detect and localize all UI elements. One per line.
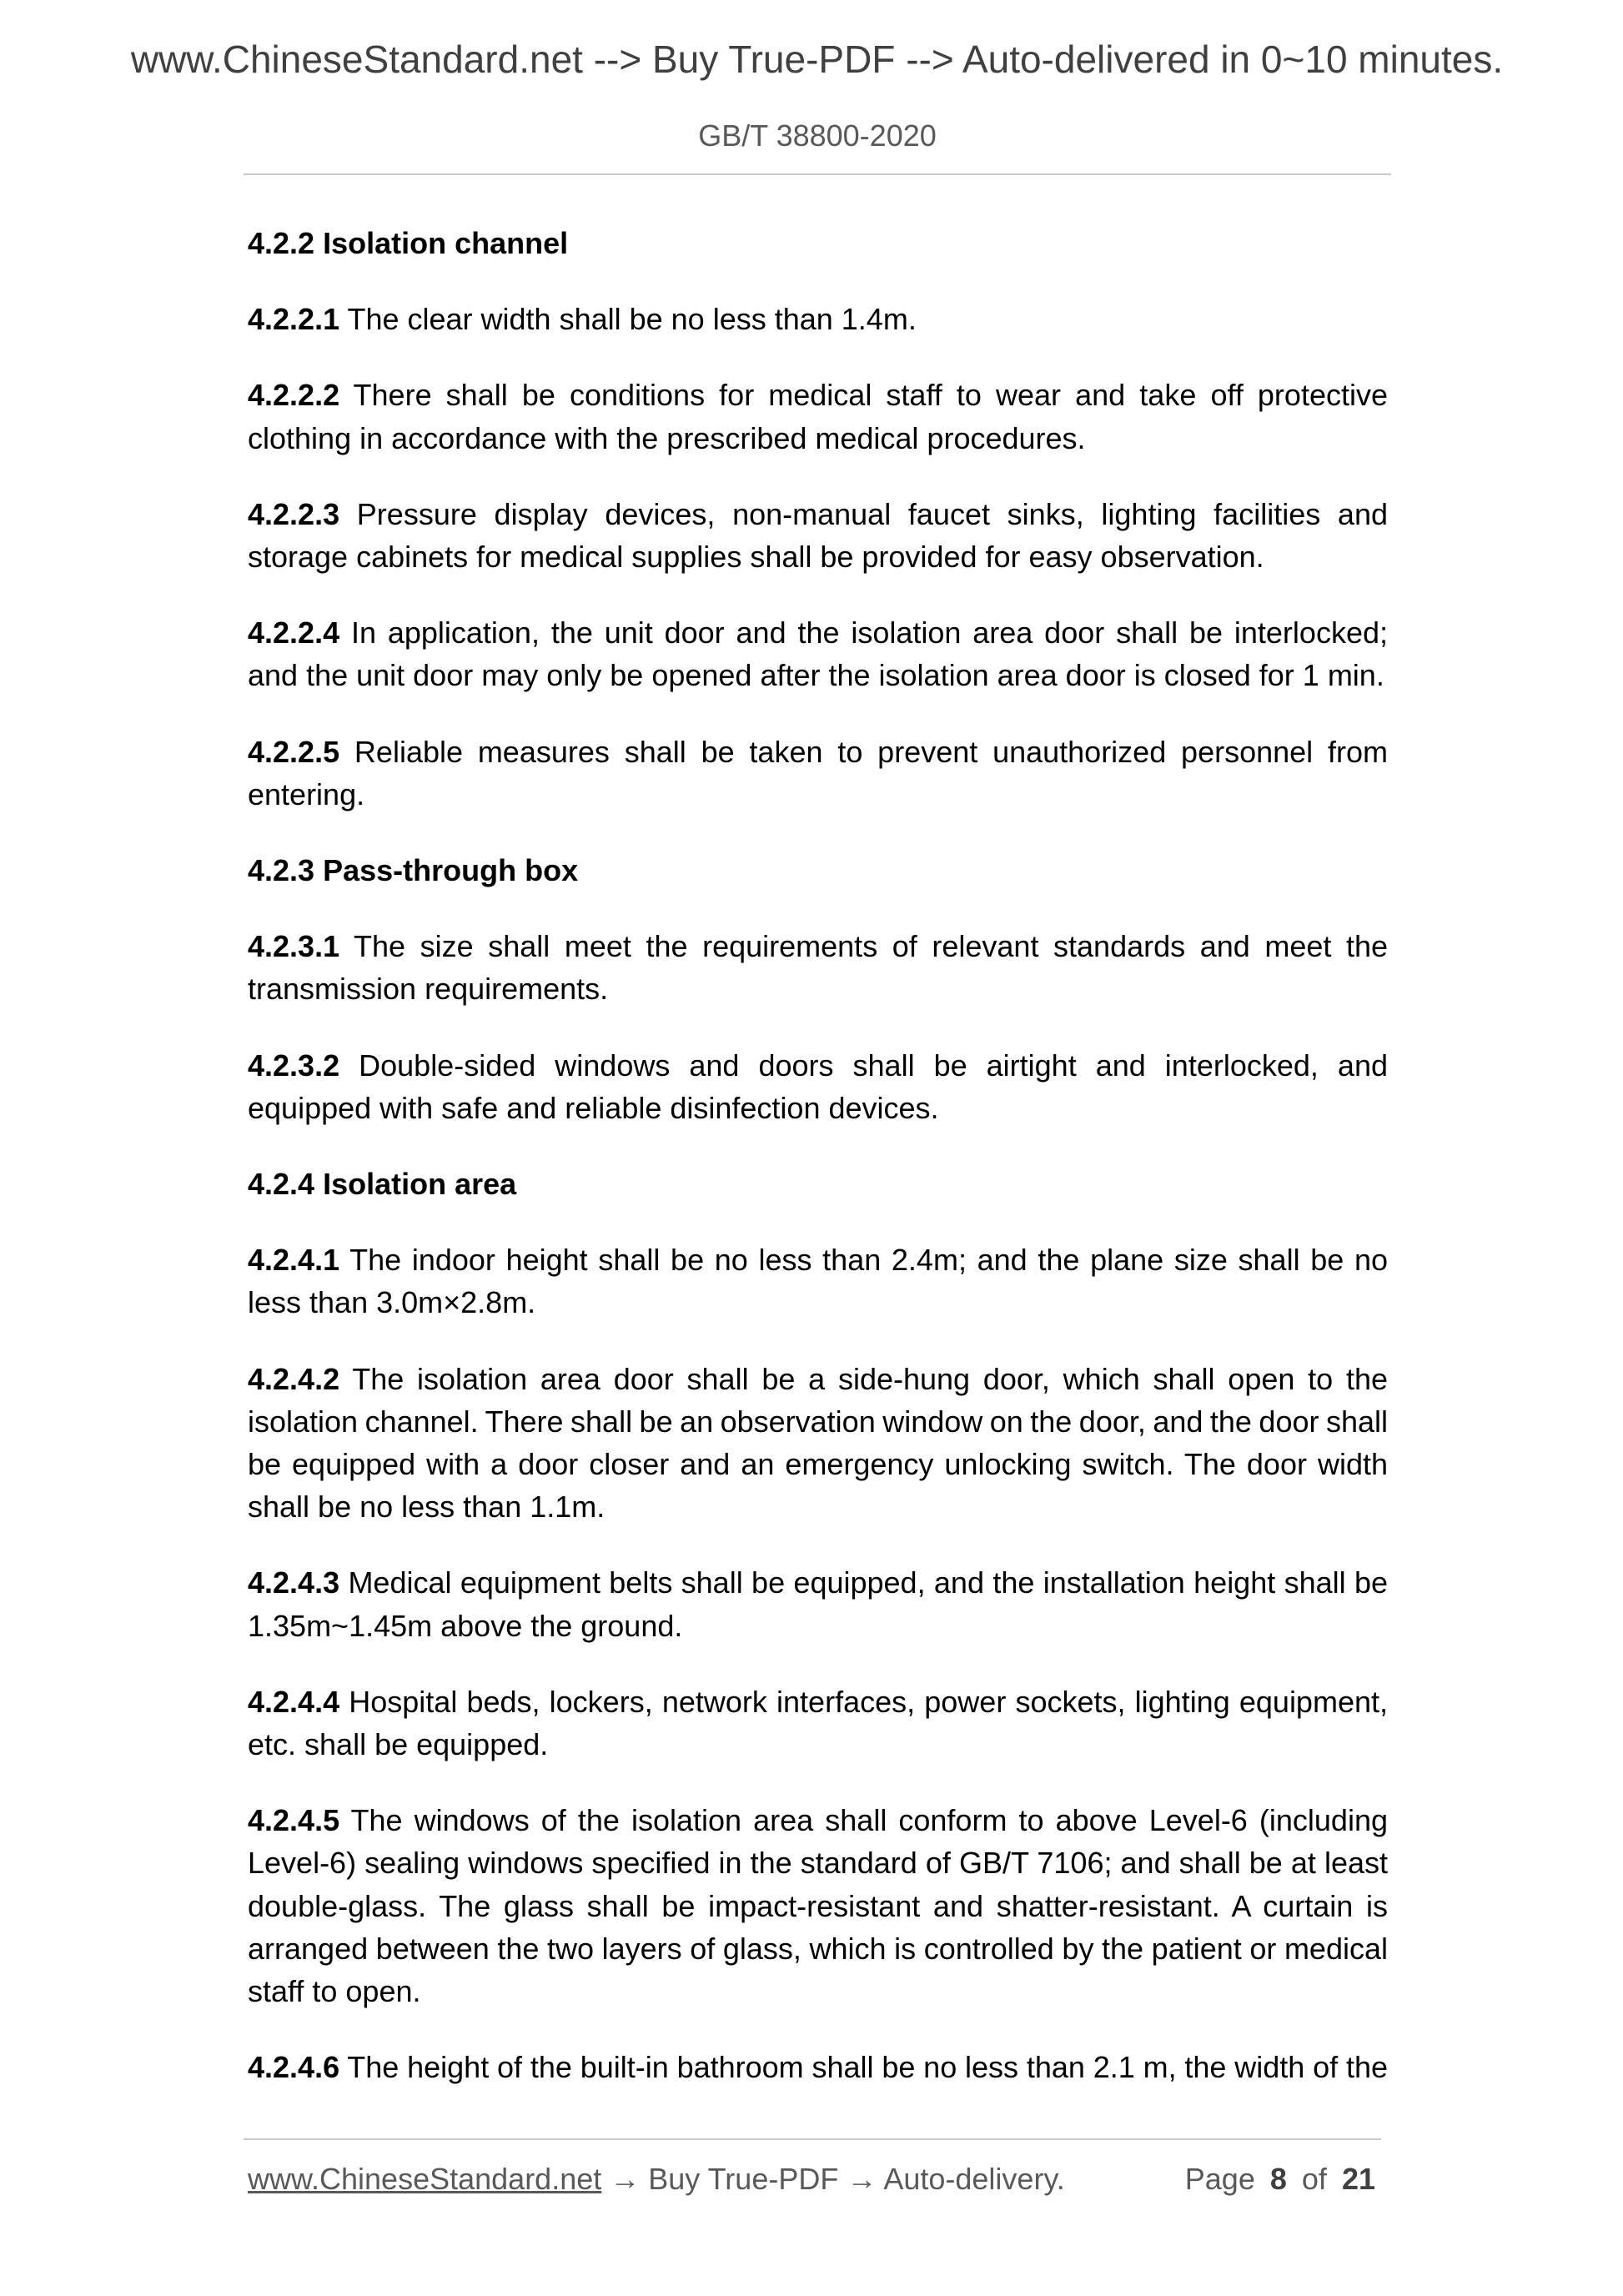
- clause-number: 4.2.4.3: [248, 1565, 340, 1600]
- clause-line: [248, 925, 1388, 967]
- clause-number: 4.2.2.1: [248, 302, 340, 337]
- clause-text: The height of the built-in bathroom shall be no less than 2.1 m, the width of the: [347, 2050, 1388, 2085]
- clause-4-2-3-2: [248, 1044, 1388, 1129]
- clause-line: Level-6) sealing windows specified in the standard of GB/T 7106; and shall be at least: [248, 1846, 1388, 1881]
- clause-4-2-2-3: [248, 493, 1388, 578]
- clause-line: isolation channel. There shall be an observation window on the door, and the door shall: [248, 1404, 1388, 1439]
- clause-line: [248, 493, 1388, 535]
- clause-number: 4.2.3: [248, 853, 315, 888]
- clause-number: 4.2.4.5: [248, 1803, 340, 1838]
- clause-text: Reliable measures shall be taken to prevent unauthorized personnel from: [354, 734, 1388, 769]
- clause-4-2-2-1: [248, 298, 1388, 340]
- header-divider: [244, 173, 1391, 175]
- clause-line: staff to open.: [248, 1974, 421, 2009]
- section-heading-4-2-3: [248, 849, 1388, 892]
- clause-text: Medical equipment belts shall be equipped, and the installation height shall be: [348, 1565, 1388, 1600]
- clause-4-2-4-4: [248, 1681, 1388, 1766]
- clause-line: double-glass. The glass shall be impact-resistant and shatter-resistant. A curtain is: [248, 1888, 1388, 1923]
- clause-text: Hospital beds, lockers, network interfaces, power sockets, lighting equipment,: [349, 1684, 1388, 1719]
- page-total: 21: [1341, 2162, 1375, 2196]
- clause-line: equipped with safe and reliable disinfection devices.: [248, 1090, 939, 1125]
- clause-line: [248, 731, 1388, 773]
- clause-number: 4.2.4.2: [248, 1361, 340, 1396]
- clause-line: entering.: [248, 776, 365, 811]
- footer-tagline: → Buy True-PDF → Auto-delivery.: [610, 2162, 1065, 2196]
- clause-number: 4.2.2.4: [248, 615, 340, 651]
- clause-line: [248, 1044, 1388, 1087]
- clause-line: be equipped with a door closer and an emergency unlocking switch. The door width: [248, 1447, 1388, 1482]
- clause-4-2-4-1: [248, 1238, 1388, 1324]
- clause-line: 1.35m~1.45m above the ground.: [248, 1608, 683, 1643]
- clause-text: The indoor height shall be no less than 2.4m; and the plane size shall be no: [349, 1243, 1388, 1278]
- clause-line: storage cabinets for medical supplies shall be provided for easy observation.: [248, 540, 1264, 575]
- document-body: [248, 222, 1388, 2123]
- clause-text: The windows of the isolation area shall conform to above Level-6 (including: [350, 1803, 1388, 1838]
- clause-line: [248, 298, 1388, 340]
- clause-number: 4.2.2.3: [248, 496, 340, 531]
- clause-line: transmission requirements.: [248, 972, 609, 1007]
- heading-line: [248, 1163, 1388, 1205]
- site-link[interactable]: www.ChineseStandard.net: [248, 2162, 602, 2196]
- clause-text: In application, the unit door and the isolation area door shall be interlocked;: [350, 615, 1388, 651]
- clause-line: clothing in accordance with the prescribed medical procedures.: [248, 420, 1086, 455]
- clause-4-2-4-6: [248, 2046, 1388, 2088]
- clause-number: 4.2.4: [248, 1167, 315, 1202]
- clause-line: [248, 374, 1388, 416]
- clause-line: [248, 2046, 1388, 2088]
- footer-promo: [248, 2161, 1065, 2198]
- standard-code-header: GB/T 38800-2020: [698, 118, 937, 153]
- clause-number: 4.2.2.2: [248, 378, 340, 413]
- clause-number: 4.2.3.2: [248, 1048, 340, 1083]
- clause-line: [248, 611, 1388, 654]
- clause-line: less than 3.0m×2.8m.: [248, 1285, 536, 1320]
- clause-4-2-4-3: [248, 1561, 1388, 1646]
- clause-text: The isolation area door shall be a side-hung door, which shall open to the: [352, 1361, 1388, 1396]
- heading-line: [248, 222, 1388, 264]
- clause-4-2-4-5: [248, 1799, 1388, 2012]
- clause-number: 4.2.4.6: [248, 2050, 340, 2085]
- clause-4-2-2-4: [248, 611, 1388, 696]
- clause-text: The clear width shall be no less than 1.4m.: [347, 302, 917, 337]
- clause-4-2-3-1: [248, 925, 1388, 1010]
- clause-line: [248, 1358, 1388, 1400]
- page-current: 8: [1269, 2162, 1287, 2196]
- clause-number: 4.2.4.4: [248, 1684, 340, 1719]
- section-heading-4-2-2: [248, 222, 1388, 264]
- clause-number: 4.2.4.1: [248, 1243, 340, 1278]
- clause-number: 4.2.3.1: [248, 929, 340, 964]
- page-label: Page: [1184, 2162, 1255, 2196]
- site-banner: www.ChineseStandard.net --> Buy True-PDF --> Auto-delivered in 0~10 minutes.: [130, 38, 1504, 81]
- heading-title: Isolation area: [323, 1167, 517, 1202]
- footer-divider: [244, 2138, 1381, 2140]
- clause-line: [248, 1238, 1388, 1281]
- clause-text: Double-sided windows and doors shall be airtight and interlocked, and: [359, 1048, 1388, 1083]
- clause-line: [248, 1561, 1388, 1604]
- page-indicator: [1185, 2161, 1375, 2198]
- clause-text: The size shall meet the requirements of relevant standards and meet the: [354, 929, 1388, 964]
- clause-line: [248, 1681, 1388, 1723]
- clause-line: arranged between the two layers of glass, which is controlled by the patient or medical: [248, 1931, 1388, 1966]
- clause-text: There shall be conditions for medical staff to wear and take off protective: [353, 378, 1388, 413]
- clause-text: Pressure display devices, non-manual faucet sinks, lighting facilities and: [356, 496, 1388, 531]
- section-heading-4-2-4: [248, 1163, 1388, 1205]
- clause-4-2-4-2: [248, 1358, 1388, 1529]
- clause-4-2-2-5: [248, 731, 1388, 816]
- clause-line: [248, 1799, 1388, 1841]
- heading-title: Pass-through box: [323, 853, 579, 888]
- heading-line: [248, 849, 1388, 892]
- page-of-label: of: [1301, 2162, 1327, 2196]
- clause-line: shall be no less than 1.1m.: [248, 1490, 605, 1525]
- clause-4-2-2-2: [248, 374, 1388, 459]
- clause-number: 4.2.2: [248, 226, 315, 260]
- clause-number: 4.2.2.5: [248, 734, 340, 769]
- clause-line: and the unit door may only be opened after the isolation area door is closed for 1 min.: [248, 658, 1384, 693]
- clause-line: etc. shall be equipped.: [248, 1727, 549, 1762]
- heading-title: Isolation channel: [323, 226, 569, 260]
